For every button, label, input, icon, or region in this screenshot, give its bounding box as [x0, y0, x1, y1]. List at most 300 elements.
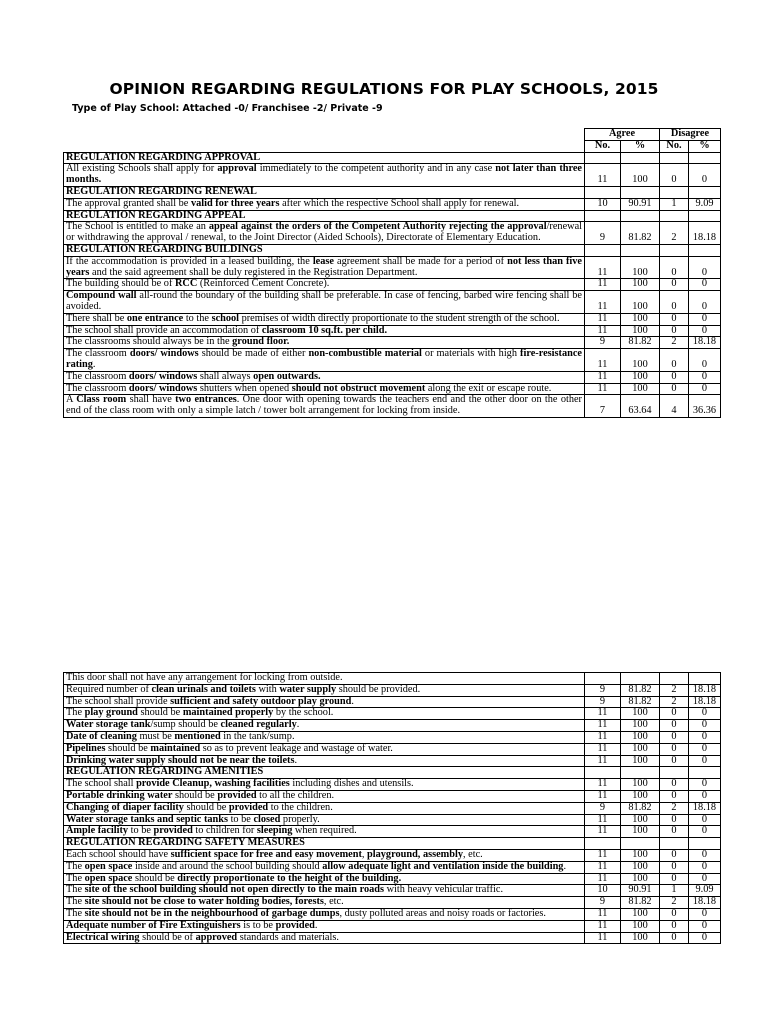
regulation-text — [64, 383, 585, 395]
regulation-text-bold: site of the school building should not open directly to the main roads — [84, 884, 385, 896]
agree-count: 11 — [585, 932, 621, 944]
agree-percent: 100 — [621, 325, 660, 337]
regulation-text-bold: provided — [228, 801, 269, 813]
regulation-text-bold: doors/ windows — [128, 382, 198, 394]
regulation-text-part: standards and materials. — [237, 931, 339, 943]
disagree-percent: 18.18 — [689, 222, 721, 245]
agree-count: 10 — [585, 885, 621, 897]
agree-percent: 100 — [621, 708, 660, 720]
agree-pct-header: % — [621, 140, 660, 152]
agree-percent: 100 — [621, 920, 660, 932]
table-row — [64, 731, 721, 743]
regulation-text — [64, 337, 585, 349]
empty-cell — [660, 838, 689, 850]
regulation-text-part: The school shall provide — [66, 695, 171, 707]
agree-percent: 90.91 — [621, 885, 660, 897]
regulation-text — [64, 897, 585, 909]
disagree-count: 0 — [660, 920, 689, 932]
disagree-no-header: No. — [660, 140, 689, 152]
agree-percent: 100 — [621, 861, 660, 873]
empty-cell — [621, 838, 660, 850]
regulation-text-bold: play ground — [84, 707, 138, 719]
agree-percent: 81.82 — [621, 337, 660, 349]
agree-count — [585, 673, 621, 685]
regulation-text-bold: provide Cleanup, washing facilities — [136, 778, 290, 790]
section-title: REGULATION REGARDING RENEWAL — [64, 186, 585, 198]
disagree-count: 0 — [660, 291, 689, 314]
regulation-text-part: Required number of — [66, 683, 152, 695]
regulation-text — [64, 222, 585, 245]
empty-cell — [689, 210, 721, 222]
regulation-text-bold: not less than five years — [66, 255, 583, 278]
regulation-text-bold: Date of cleaning — [66, 730, 137, 742]
disagree-count: 0 — [660, 708, 689, 720]
disagree-count: 2 — [660, 222, 689, 245]
agree-percent: 81.82 — [621, 684, 660, 696]
regulation-text-bold: Drinking water supply should not be near the toilets — [66, 754, 295, 766]
regulation-text-bold: valid for three years — [190, 197, 280, 209]
agree-percent: 100 — [621, 731, 660, 743]
regulation-text-part: The School is entitled to make an — [66, 221, 209, 233]
disagree-count: 0 — [660, 743, 689, 755]
agree-count: 11 — [585, 279, 621, 291]
disagree-count: 0 — [660, 849, 689, 861]
regulation-text-part: All existing Schools shall apply for — [66, 163, 218, 175]
regulation-text — [64, 325, 585, 337]
regulation-text-bold: mentioned — [174, 730, 221, 742]
empty-cell — [660, 767, 689, 779]
regulation-text-bold: maintained properly — [182, 707, 274, 719]
regulation-text-part: (Reinforced Cement Concrete). — [197, 278, 330, 290]
regulation-text — [64, 696, 585, 708]
regulation-text — [64, 743, 585, 755]
regulation-text-part: Each school should have — [66, 848, 171, 860]
regulation-text-part: The classrooms should always be in the — [66, 336, 233, 348]
agree-count: 9 — [585, 222, 621, 245]
regulation-text-part: , — [361, 848, 368, 860]
regulations-table-1 — [63, 128, 721, 418]
empty-cell — [621, 244, 660, 256]
regulation-text-part: The classroom — [66, 348, 130, 360]
regulation-text — [64, 885, 585, 897]
regulation-text — [64, 198, 585, 210]
disagree-percent: 0 — [689, 814, 721, 826]
agree-percent: 100 — [621, 826, 660, 838]
agree-count: 11 — [585, 256, 621, 279]
agree-count: 11 — [585, 291, 621, 314]
regulation-text-bold: doors/ windows — [128, 370, 198, 382]
agree-header: Agree — [585, 129, 660, 141]
regulation-text-bold: provided — [217, 789, 257, 801]
regulation-text-bold: appeal against the orders of the Competent Authority rejecting the approval — [208, 221, 547, 233]
empty-cell — [621, 186, 660, 198]
regulation-text-part: should be made of either — [198, 348, 309, 360]
empty-cell — [689, 838, 721, 850]
disagree-percent: 18.18 — [689, 337, 721, 349]
agree-count: 11 — [585, 383, 621, 395]
agree-count: 9 — [585, 897, 621, 909]
table-row — [64, 337, 721, 349]
disagree-count: 0 — [660, 932, 689, 944]
agree-count: 11 — [585, 826, 621, 838]
regulation-text-part: by the school. — [273, 707, 334, 719]
disagree-count: 1 — [660, 885, 689, 897]
regulation-text-part: If the accommodation is provided in a leased building, the — [66, 255, 313, 267]
regulation-text-bold: directly proportionate to the height of the building. — [177, 872, 402, 884]
regulation-text-part: , etc. — [463, 848, 483, 860]
regulation-text-part: , etc. — [323, 896, 344, 908]
disagree-percent: 18.18 — [689, 897, 721, 909]
disagree-count: 2 — [660, 696, 689, 708]
regulation-text-bold: Portable drinking water — [66, 789, 173, 801]
regulation-text-bold: provided — [275, 919, 315, 931]
table-row — [64, 861, 721, 873]
section-title: REGULATION REGARDING BUILDINGS — [64, 244, 585, 256]
regulation-text-part: with — [255, 683, 280, 695]
regulation-text-part: to the — [183, 312, 212, 324]
disagree-percent: 0 — [689, 383, 721, 395]
disagree-percent: 0 — [689, 708, 721, 720]
section-header-row — [64, 244, 721, 256]
regulation-text-bold: closed — [253, 813, 281, 825]
regulation-text — [64, 849, 585, 861]
agree-count: 11 — [585, 164, 621, 187]
regulation-text — [64, 814, 585, 826]
disagree-count: 0 — [660, 779, 689, 791]
table-row — [64, 313, 721, 325]
regulation-text-bold: fire-resistance rating — [66, 348, 582, 370]
agree-count: 11 — [585, 861, 621, 873]
regulation-text — [64, 908, 585, 920]
section-header-row — [64, 210, 721, 222]
table-row — [64, 222, 721, 245]
disagree-percent: 0 — [689, 849, 721, 861]
regulation-text-part: , dusty polluted areas and noisy roads or factories. — [339, 907, 546, 919]
section-title: REGULATION REGARDING AMENITIES — [64, 767, 585, 779]
empty-cell — [689, 152, 721, 164]
regulation-text — [64, 164, 585, 187]
regulation-text-part: The school shall provide an accommodation of — [66, 324, 262, 336]
agree-percent: 100 — [621, 383, 660, 395]
disagree-percent: 0 — [689, 779, 721, 791]
disagree-percent: 0 — [689, 920, 721, 932]
regulation-text-part: shall have — [126, 394, 176, 406]
regulation-text-part: . — [351, 695, 354, 707]
page-title: OPINION REGARDING REGULATIONS FOR PLAY SCHOOLS, 2015 — [109, 80, 659, 98]
table-row — [64, 383, 721, 395]
regulation-text-part: should be — [137, 707, 183, 719]
disagree-count: 2 — [660, 802, 689, 814]
regulation-text-part: premises of width directly proportionate to the student strength of the school. — [239, 312, 560, 324]
regulation-text-bold: maintained — [150, 742, 201, 754]
empty-cell — [689, 186, 721, 198]
table-row — [64, 708, 721, 720]
agree-percent: 63.64 — [621, 395, 660, 418]
regulation-text-part: after which the respective School shall apply for renewal. — [279, 197, 520, 209]
regulation-text-part: The — [66, 872, 85, 884]
regulation-text-part: should be — [172, 789, 218, 801]
empty-cell — [585, 186, 621, 198]
table-row — [64, 256, 721, 279]
agree-count: 11 — [585, 873, 621, 885]
agree-count: 11 — [585, 920, 621, 932]
disagree-count — [660, 673, 689, 685]
agree-count: 11 — [585, 720, 621, 732]
regulation-text-part: should be — [183, 801, 229, 813]
agree-count: 11 — [585, 708, 621, 720]
regulation-text-part: . — [314, 919, 318, 931]
disagree-percent: 0 — [689, 256, 721, 279]
regulation-text-part: The school shall — [66, 778, 137, 790]
regulation-text-part: to all the children. — [256, 789, 335, 801]
regulation-text — [64, 779, 585, 791]
disagree-percent: 0 — [689, 873, 721, 885]
regulation-text — [64, 920, 585, 932]
regulation-text-bold: should not obstruct movement — [291, 382, 426, 394]
disagree-percent: 9.09 — [689, 885, 721, 897]
regulation-text-part: along the exit or escape route. — [425, 382, 552, 394]
regulation-text-bold: Adequate number of Fire Extinguishers — [66, 919, 241, 931]
agree-count: 11 — [585, 849, 621, 861]
agree-count: 9 — [585, 696, 621, 708]
disagree-count: 0 — [660, 325, 689, 337]
regulation-text-bold: Class room — [76, 394, 127, 406]
disagree-count: 0 — [660, 873, 689, 885]
regulation-text-part: /sump should be — [150, 719, 221, 731]
disagree-percent: 0 — [689, 826, 721, 838]
regulation-text — [64, 861, 585, 873]
table-row — [64, 826, 721, 838]
regulation-text — [64, 684, 585, 696]
regulation-text-part: inside and around the school building should — [132, 860, 323, 872]
regulation-text-part: agreement shall be made for a period of — [333, 255, 508, 267]
section-title: REGULATION REGARDING APPEAL — [64, 210, 585, 222]
disagree-percent: 0 — [689, 720, 721, 732]
agree-percent: 81.82 — [621, 802, 660, 814]
disagree-percent: 18.18 — [689, 802, 721, 814]
regulation-text-bold: two entrances — [175, 394, 237, 406]
table-row — [64, 932, 721, 944]
section-header-row — [64, 152, 721, 164]
empty-cell — [585, 838, 621, 850]
table-row — [64, 673, 721, 685]
disagree-count: 0 — [660, 279, 689, 291]
regulation-text — [64, 313, 585, 325]
disagree-percent: 0 — [689, 313, 721, 325]
table-row — [64, 349, 721, 372]
regulation-text-part: The — [66, 896, 85, 908]
disagree-percent: 0 — [689, 755, 721, 767]
regulation-text-part: properly. — [280, 813, 320, 825]
section-header-row — [64, 186, 721, 198]
disagree-percent: 0 — [689, 790, 721, 802]
regulation-text-bold: Water storage tanks and septic tanks — [66, 813, 228, 825]
regulation-text-bold: Ample facility — [66, 825, 129, 837]
disagree-count: 0 — [660, 755, 689, 767]
table-row — [64, 743, 721, 755]
regulation-text-part: . — [92, 358, 96, 370]
regulation-text — [64, 720, 585, 732]
regulation-text-bold: RCC — [174, 278, 198, 290]
disagree-percent: 0 — [689, 743, 721, 755]
empty-cell — [585, 152, 621, 164]
regulation-text-part: The — [66, 884, 85, 896]
table-row — [64, 164, 721, 187]
agree-count: 10 — [585, 198, 621, 210]
regulation-text-bold: approved — [195, 931, 238, 943]
regulation-text-part: and the said agreement shall be duly registered in the Registration Department. — [89, 266, 418, 278]
regulation-text-part: to children for — [192, 825, 257, 837]
agree-percent: 81.82 — [621, 696, 660, 708]
regulation-text-bold: doors/ windows — [129, 348, 199, 360]
agree-no-header: No. — [585, 140, 621, 152]
table-row — [64, 779, 721, 791]
empty-cell — [660, 152, 689, 164]
agree-percent: 100 — [621, 779, 660, 791]
regulation-text-part: The classroom — [66, 382, 129, 394]
disagree-count: 0 — [660, 908, 689, 920]
regulation-text-bold: Pipelines — [66, 742, 106, 754]
disagree-count: 2 — [660, 684, 689, 696]
disagree-count: 0 — [660, 256, 689, 279]
regulation-text-bold: provided — [153, 825, 193, 837]
regulation-text-part: This door shall not have any arrangement for locking from outside. — [66, 672, 343, 683]
regulation-text — [64, 673, 585, 685]
disagree-count: 0 — [660, 814, 689, 826]
agree-percent: 100 — [621, 720, 660, 732]
agree-percent: 100 — [621, 908, 660, 920]
agree-percent: 100 — [621, 279, 660, 291]
regulation-text-part: A — [66, 394, 77, 406]
regulation-text — [64, 826, 585, 838]
disagree-percent: 36.36 — [689, 395, 721, 418]
disagree-percent: 18.18 — [689, 684, 721, 696]
regulation-text-bold: sleeping — [256, 825, 293, 837]
agree-count: 11 — [585, 325, 621, 337]
regulation-text — [64, 731, 585, 743]
regulation-text-part: /renewal or withdrawing the approval / renewal, to the Joint Director (Aided Schools), Directorate of Elementary Education. — [66, 221, 583, 244]
agree-percent: 100 — [621, 755, 660, 767]
regulation-text-part: The — [66, 907, 85, 919]
agree-count: 9 — [585, 337, 621, 349]
regulation-text-part: . — [296, 719, 300, 731]
regulation-text-bold: sufficient space for free and easy movement — [170, 848, 362, 860]
regulation-text-bold: school — [211, 312, 240, 324]
regulation-text-part: must be — [136, 730, 175, 742]
section-title: REGULATION REGARDING SAFETY MEASURES — [64, 838, 585, 850]
disagree-count: 2 — [660, 897, 689, 909]
empty-cell — [689, 767, 721, 779]
regulation-text-part: is to be — [240, 919, 276, 931]
regulation-text-bold: Changing of diaper facility — [66, 801, 184, 813]
disagree-percent: 0 — [689, 349, 721, 372]
empty-cell — [689, 244, 721, 256]
empty-cell — [585, 767, 621, 779]
regulation-text-part: The — [66, 707, 85, 719]
agree-percent: 100 — [621, 349, 660, 372]
disagree-count: 0 — [660, 349, 689, 372]
table-row — [64, 885, 721, 897]
regulation-text-bold: not later than three months. — [66, 163, 583, 186]
empty-cell — [621, 152, 660, 164]
regulation-text — [64, 291, 585, 314]
table-row — [64, 291, 721, 314]
regulation-text-bold: open space — [84, 860, 133, 872]
disagree-percent: 0 — [689, 861, 721, 873]
agree-percent: 100 — [621, 814, 660, 826]
table-row — [64, 684, 721, 696]
regulation-text-bold: open outwards. — [253, 370, 321, 382]
regulations-table-2 — [63, 672, 721, 944]
disagree-count: 4 — [660, 395, 689, 418]
agree-percent: 90.91 — [621, 198, 660, 210]
agree-count: 11 — [585, 349, 621, 372]
agree-count: 11 — [585, 731, 621, 743]
empty-cell — [621, 767, 660, 779]
regulation-text-bold: cleaned regularly — [220, 719, 297, 731]
table-row — [64, 849, 721, 861]
disagree-count: 2 — [660, 337, 689, 349]
regulation-text-part: or materials with high — [421, 348, 521, 360]
regulation-text-part: when required. — [292, 825, 357, 837]
agree-percent: 100 — [621, 164, 660, 187]
regulation-text-part: including dishes and utensils. — [289, 778, 414, 790]
agree-count: 11 — [585, 790, 621, 802]
regulation-text-part: shall always — [197, 370, 254, 382]
agree-percent: 100 — [621, 790, 660, 802]
table-row — [64, 371, 721, 383]
disagree-count: 0 — [660, 371, 689, 383]
regulation-text-part: The approval granted shall be — [66, 197, 191, 209]
disagree-count: 0 — [660, 383, 689, 395]
table-row — [64, 198, 721, 210]
disagree-percent — [689, 673, 721, 685]
agree-count: 9 — [585, 684, 621, 696]
regulation-text-part: The classroom — [66, 370, 129, 382]
agree-count: 11 — [585, 755, 621, 767]
regulation-text-part: shutters when opened — [197, 382, 292, 394]
header-blank-cell — [64, 140, 585, 152]
regulation-text-bold: approval — [217, 163, 257, 175]
table-row — [64, 873, 721, 885]
regulation-text-part: . — [294, 754, 298, 766]
empty-cell — [660, 210, 689, 222]
regulation-text-part: should be — [105, 742, 151, 754]
table-1-body — [64, 152, 721, 417]
section-header-row — [64, 838, 721, 850]
regulation-text-bold: one entrance — [126, 312, 184, 324]
regulation-text — [64, 279, 585, 291]
agree-count: 11 — [585, 908, 621, 920]
agree-percent: 81.82 — [621, 222, 660, 245]
agree-count: 11 — [585, 743, 621, 755]
empty-cell — [621, 210, 660, 222]
regulation-text — [64, 256, 585, 279]
page-subtitle: Type of Play School: Attached -0/ Franchisee -2/ Private -9 — [72, 103, 383, 114]
table-row — [64, 897, 721, 909]
table-row — [64, 802, 721, 814]
table-row — [64, 920, 721, 932]
agree-percent: 100 — [621, 291, 660, 314]
agree-count: 7 — [585, 395, 621, 418]
agree-percent: 100 — [621, 873, 660, 885]
regulation-text-bold: Compound wall — [66, 290, 137, 302]
regulation-text-bold: Water storage tank — [66, 719, 151, 731]
agree-percent: 100 — [621, 256, 660, 279]
disagree-percent: 0 — [689, 371, 721, 383]
regulation-text-part: There shall be — [66, 312, 127, 324]
regulation-text-part: should be of — [139, 931, 196, 943]
